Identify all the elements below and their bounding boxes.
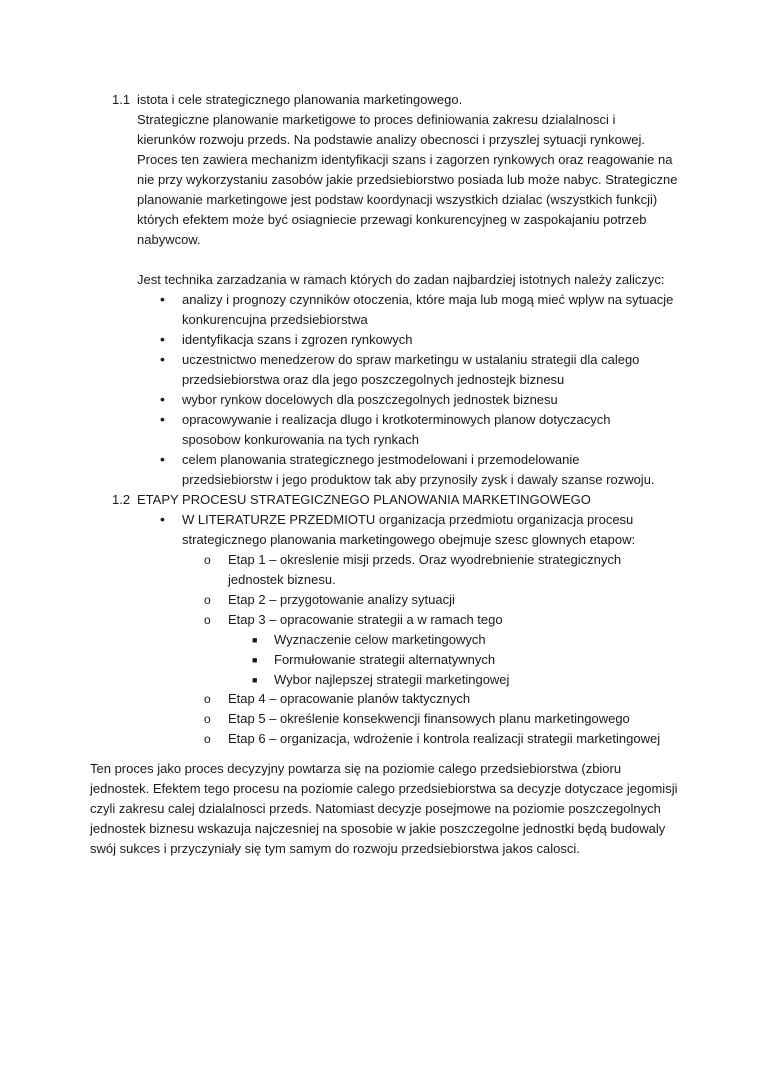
list-item: wybor rynkow docelowych dla poszczegolnych jednostek biznesu xyxy=(182,392,558,407)
section-number: 1.1 xyxy=(112,92,131,107)
list-item: celem planowania strategicznego jestmodelowani i przemodelowanie xyxy=(182,452,580,467)
square-bullet-icon: ■ xyxy=(252,635,258,645)
square-bullet-icon: ■ xyxy=(252,675,258,685)
stage-item: Etap 2 – przygotowanie analizy sytuacji xyxy=(228,592,455,607)
paragraph-line: nabywcow. xyxy=(137,232,201,247)
stage-item: Etap 5 – określenie konsekwencji finansowych planu marketingowego xyxy=(228,711,630,726)
paragraph-line: kierunków rozwoju przeds. Na podstawie analizy obecnosci i przyszlej sytuacji rynkowej. xyxy=(137,132,645,147)
bullet-icon: • xyxy=(160,391,165,407)
list-item: strategicznego planowania marketingowego obejmuje szesc glownych etapow: xyxy=(182,532,636,547)
stage-item: Etap 1 – okreslenie misji przeds. Oraz wyodrebnienie strategicznych xyxy=(228,552,622,567)
list-item: identyfikacja szans i zgrozen rynkowych xyxy=(182,332,413,347)
closing-line: czyli zakresu calej dzialalnosci przeds. Natomiast decyzje posejmowe na poziomie poszczegolnych xyxy=(90,801,661,816)
stage-item: jednostek biznesu. xyxy=(228,572,336,587)
circle-bullet-icon: o xyxy=(204,553,211,567)
circle-bullet-icon: o xyxy=(204,593,211,607)
bullet-icon: • xyxy=(160,511,165,527)
circle-bullet-icon: o xyxy=(204,712,211,726)
paragraph-line: Strategiczne planowanie marketigowe to proces definiowania zakresu dzialalnosci i xyxy=(137,112,616,127)
stage-item: Etap 3 – opracowanie strategii a w ramach tego xyxy=(228,612,503,627)
closing-line: swój sukces i przyczyniały się tym samym do rozwoju przedsiebiorstwa jakos calosci. xyxy=(90,841,580,856)
list-item: W LITERATURZE PRZEDMIOTU organizacja przedmiotu organizacja procesu xyxy=(182,512,634,527)
circle-bullet-icon: o xyxy=(204,732,211,746)
sub-item: Wybor najlepszej strategii marketingowej xyxy=(274,672,510,687)
list-item: przedsiebiorstwa oraz dla jego poszczegolnych jednostejk biznesu xyxy=(182,372,565,387)
list-item: sposobow konkurowania na tych rynkach xyxy=(182,432,420,447)
closing-line: Ten proces jako proces decyzyjny powtarza się na poziomie calego przedsiebiorstwa (zbioru xyxy=(90,761,622,776)
bullet-icon: • xyxy=(160,451,165,467)
section-number: 1.2 xyxy=(112,492,131,507)
paragraph-line: których efektem może być osiagniecie przewagi konkurencyjneg w zaspokajaniu potrzeb xyxy=(137,212,647,227)
section-heading: istota i cele strategicznego planowania marketingowego. xyxy=(137,92,463,107)
square-bullet-icon: ■ xyxy=(252,655,258,665)
stage-item: Etap 6 – organizacja, wdrożenie i kontrola realizacji strategii marketingowej xyxy=(228,731,661,746)
sub-item: Wyznaczenie celow marketingowych xyxy=(274,632,486,647)
bullet-icon: • xyxy=(160,331,165,347)
bullet-icon: • xyxy=(160,291,165,307)
list-item: opracowywanie i realizacja dlugo i krotkoterminowych planow dotyczacych xyxy=(182,412,611,427)
circle-bullet-icon: o xyxy=(204,692,211,706)
list-item: konkurencujna przedsiebiorstwa xyxy=(182,312,368,327)
bullet-icon: • xyxy=(160,351,165,367)
bullet-icon: • xyxy=(160,411,165,427)
list-item: analizy i prognozy czynników otoczenia, które maja lub mogą mieć wplyw na sytuacje xyxy=(182,292,674,307)
list-item: uczestnictwo menedzerow do spraw marketingu w ustalaniu strategii dla calego xyxy=(182,352,640,367)
closing-line: jednostek biznesu wskazuja najczesniej na sposobie w jakie poszczegolne jednostki będą budowaly xyxy=(90,821,666,836)
paragraph-line: nie przy wykorzystaniu zasobów jakie przedsiebiorstwo posiada lub może nabyc. Strategiczne xyxy=(137,172,678,187)
closing-line: jednostek. Efektem tego procesu na poziomie calego przedsiebiorstwa sa decyzje dotyczace jegomisji xyxy=(90,781,678,796)
paragraph-line: Proces ten zawiera mechanizm identyfikacji szans i zagorzen rynkowych oraz reagowanie na xyxy=(137,152,673,167)
sub-item: Formułowanie strategii alternatywnych xyxy=(274,652,496,667)
section-heading: ETAPY PROCESU STRATEGICZNEGO PLANOWANIA MARKETINGOWEGO xyxy=(137,492,591,507)
list-item: przedsiebiorstw i jego produktow tak aby przynosily zysk i dawaly szanse rozwoju. xyxy=(182,472,655,487)
stage-item: Etap 4 – opracowanie planów taktycznych xyxy=(228,691,471,706)
intro-line: Jest technika zarzadzania w ramach których do zadan najbardziej istotnych należy zaliczyc: xyxy=(137,272,665,287)
paragraph-line: planowanie marketingowe jest podstaw koordynacji wszystkich dzialac (wszystkich funkcji) xyxy=(137,192,658,207)
circle-bullet-icon: o xyxy=(204,613,211,627)
